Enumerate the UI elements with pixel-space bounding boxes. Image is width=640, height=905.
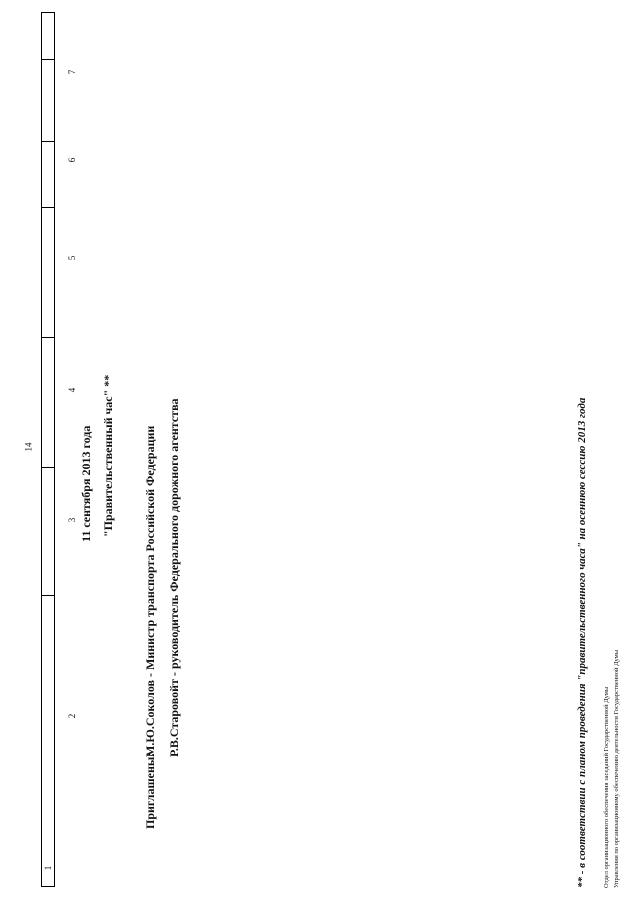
column-number: 5 xyxy=(67,255,77,261)
header-cell-4 xyxy=(42,337,54,467)
column-number: 4 xyxy=(67,387,77,393)
column-number: 1 xyxy=(43,865,53,871)
invited-label: Приглашены: xyxy=(143,752,157,829)
header-cell-7 xyxy=(42,59,54,141)
header-cell-1 xyxy=(42,13,54,59)
column-number: 6 xyxy=(67,157,77,163)
footnote: ** - в соответствии с планом проведения "правительственного часа" на осеннюю сессию 2013 года xyxy=(576,397,588,888)
session-date: 11 сентября 2013 года xyxy=(79,425,93,542)
header-cell-6 xyxy=(42,141,54,207)
header-cell-2 xyxy=(42,595,54,888)
page-number: 14 xyxy=(23,442,34,452)
header-cell-5 xyxy=(42,207,54,337)
header-table-strip xyxy=(41,12,55,887)
invitee-line: М.Ю.Соколов - Министр транспорта Российской Федерации xyxy=(143,425,157,757)
footer-line: Отдел организационного обеспечения заседаний Государственной Думы xyxy=(603,686,610,888)
invitee-line: Р.В.Старовойт - руководитель Федерального дорожного агентства xyxy=(167,398,181,757)
column-number: 7 xyxy=(67,69,77,75)
footer-line: Управления по организационному обеспечению деятельности Государственной Думы xyxy=(613,649,620,888)
event-title: "Правительственный час" ** xyxy=(101,374,115,537)
column-number: 3 xyxy=(67,517,77,523)
header-cell-3 xyxy=(42,467,54,595)
column-number: 2 xyxy=(67,713,77,719)
